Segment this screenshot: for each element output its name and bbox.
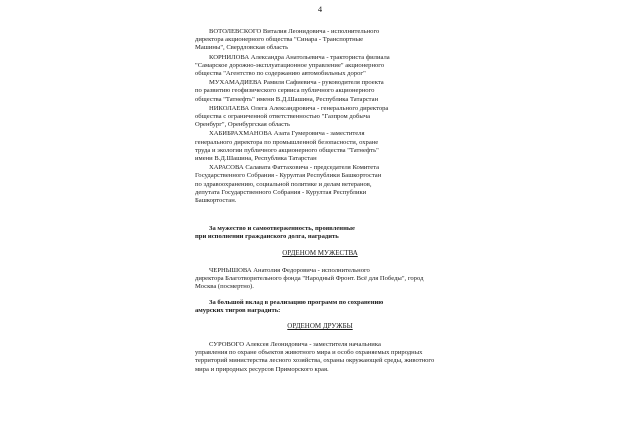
entry-line: общества "Татнефть" имени В.Д.Шашина, Республика Татарстан	[195, 95, 379, 103]
entry-line: директора Благотворительного фонда "Народный Фронт.	[195, 275, 356, 283]
entry-line: Всё для Победы", город Москва (посмертно).	[195, 275, 424, 291]
entry-line: Башкортостан.	[195, 197, 237, 205]
awardee-entry	[195, 54, 445, 79]
awardee-entry	[195, 79, 445, 104]
entry-line: общества "Агентство по содержанию автомобильных дорог"	[195, 70, 366, 78]
entry-line: по здравоохранению, социальной политике и делам ветеранов,	[195, 180, 372, 188]
page-number: 4	[317, 4, 323, 14]
entry-first-line: СУРОВОГО Алексея Леонидовича - заместителя начальника	[209, 341, 381, 348]
entry-line: труда и экологии публичного акционерного общества "Татнефть"	[195, 146, 379, 154]
awardee-list-1	[195, 28, 445, 205]
decree-paragraph-1	[195, 225, 445, 241]
decree-first-line: За мужество и самоотверженность, проявленные	[209, 225, 355, 232]
entry-line: Государственного Собрания - Курултая Республики Башкортостан	[195, 172, 382, 180]
entry-line: управления по охране объектов животного мира и особо охраняемых	[195, 349, 390, 357]
entry-line: общества с ограниченной ответственностью "Газпром добыча	[195, 113, 371, 121]
entry-first-line: ВОТОЛЕВСКОГО Виталия Леонидовича - исполнительного	[209, 28, 380, 35]
entry-line: Машины", Свердловская область	[195, 44, 289, 52]
decree-line: амурских тигров наградить:	[195, 307, 281, 315]
order-heading-friendship: ОРДЕНОМ ДРУЖБЫ	[287, 322, 353, 330]
entry-first-line: КОРНИЛОВА Александра Анатольевича - тракториста филиала	[209, 53, 390, 61]
entry-first-line: ЧЕРНЫШОВА Анатолия Федоровича - исполнительного	[209, 267, 370, 274]
entry-line: депутата Государственного Собрания - Курултая Республики	[195, 188, 367, 196]
entry-line: "Самарское дорожно-эксплуатационное управление" акционерного	[195, 61, 385, 69]
decree-first-line: За большой вклад в реализацию программ по сохранению	[209, 299, 384, 306]
awardee-entry	[195, 28, 445, 53]
entry-line: по развитию геофизического сервиса публичного акционерного	[195, 87, 375, 95]
entry-line: окружающей среды, животного мира и природных ресурсов	[195, 357, 435, 373]
entry-first-line: НИКОЛАЕВА Олега Александровича - генерального директора	[209, 104, 389, 112]
entry-first-line: ХАРАСОВА Салавата Фаттаховича - председателя Комитета	[209, 164, 380, 172]
entry-line: директора акционерного общества "Синара - Транспортные	[195, 36, 364, 44]
entry-line: генерального директора по промышленной безопасности, охране	[195, 138, 379, 146]
entry-line: природных территорий министерства лесного хозяйства, охраны	[195, 349, 423, 365]
order-heading-courage: ОРДЕНОМ МУЖЕСТВА	[282, 249, 358, 257]
decree-paragraph-2	[195, 299, 445, 315]
awardee-entry	[195, 105, 445, 130]
awardee-entry	[195, 130, 445, 163]
awardee-entry	[195, 164, 445, 205]
entry-line: Приморского края.	[275, 365, 329, 373]
entry-first-line: МУХАМАДИЕВА Рамиля Сафиевича - руководителя проекта	[209, 79, 384, 87]
entry-line: имени В.Д.Шашина, Республика Татарстан	[195, 155, 317, 163]
awardee-entry	[195, 341, 445, 374]
decree-line: при исполнении гражданского долга, наградить	[195, 233, 339, 241]
awardee-entry	[195, 267, 445, 292]
entry-first-line: ХАБИБРАХМАНОВА Азата Гумеровича - заместителя	[209, 130, 365, 138]
entry-line: Оренбург", Оренбургская область	[195, 121, 290, 129]
